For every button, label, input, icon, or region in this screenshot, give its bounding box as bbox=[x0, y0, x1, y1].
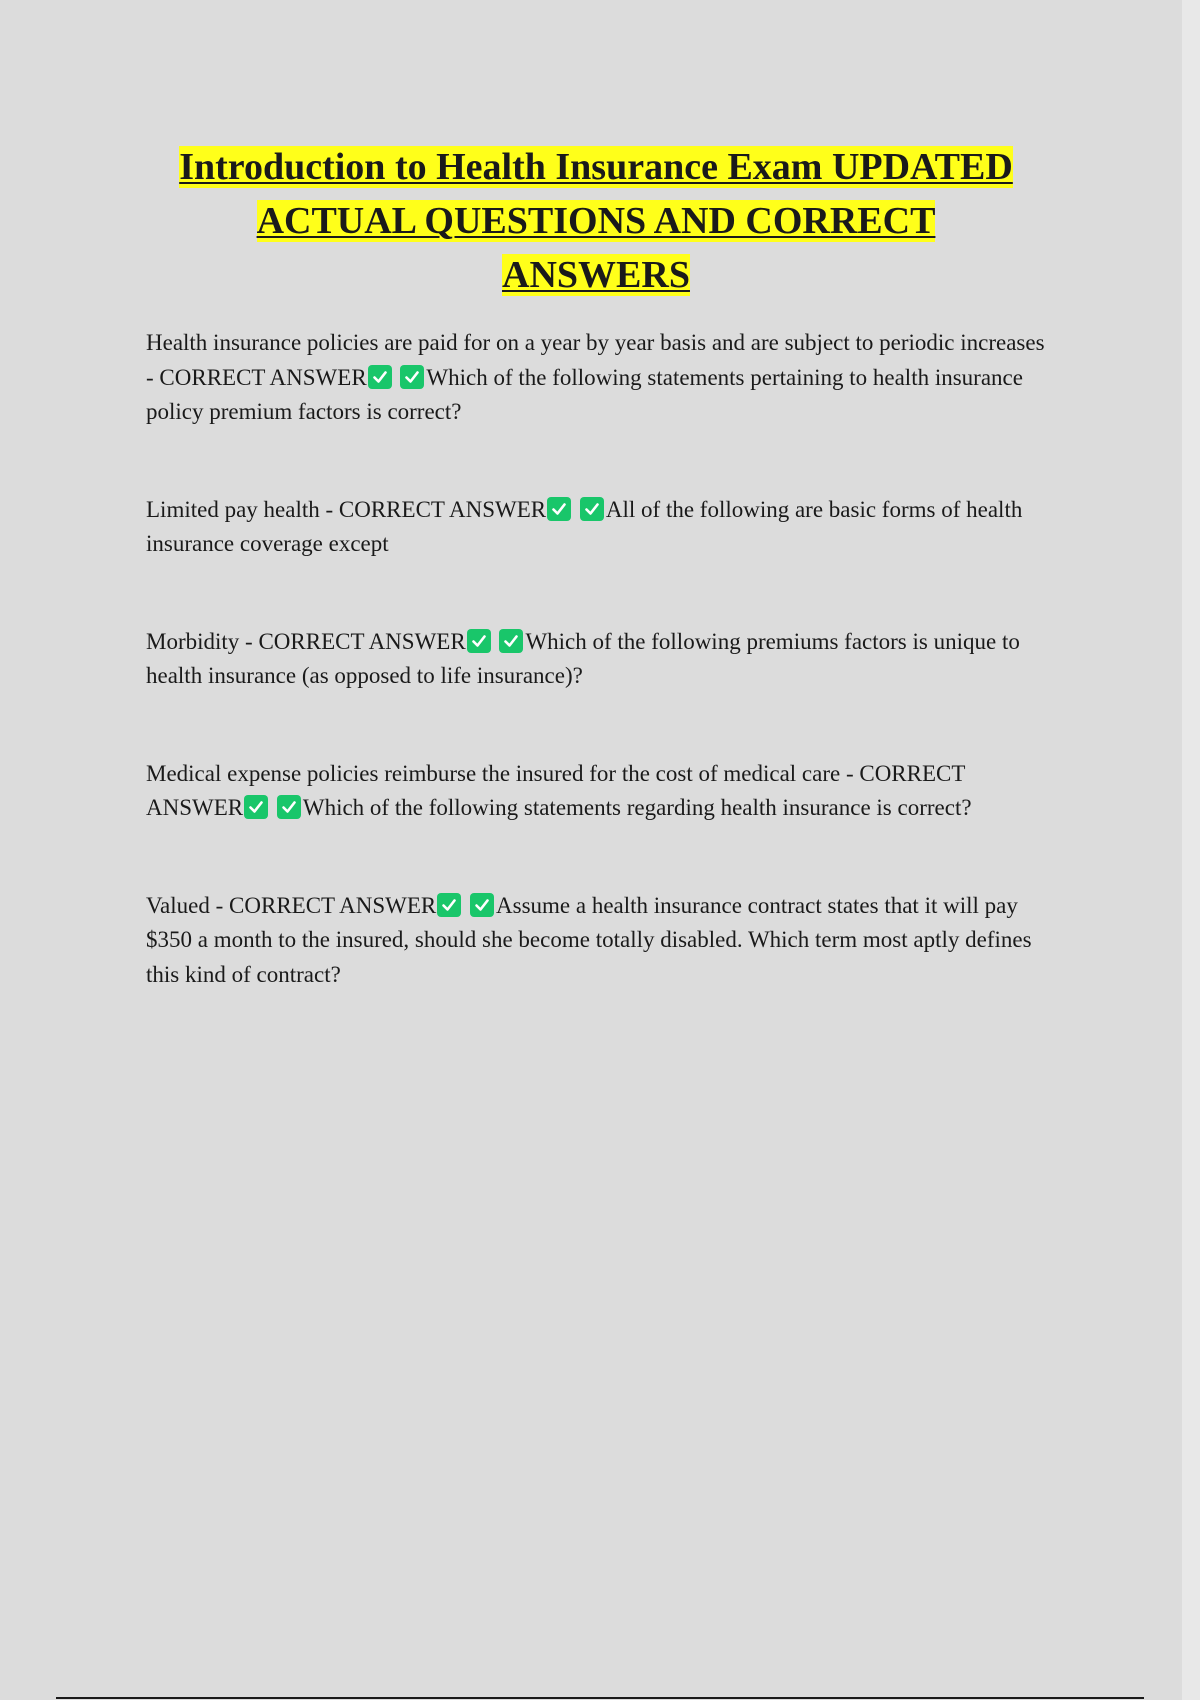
title-line: ACTUAL QUESTIONS AND CORRECT bbox=[256, 200, 936, 242]
check-mark-icon bbox=[547, 497, 571, 521]
qa-item bbox=[146, 326, 1046, 430]
qa-question: Which of the following statements regarding health insurance is correct? bbox=[302, 795, 972, 820]
check-mark-icon bbox=[467, 629, 491, 653]
check-mark-icon bbox=[470, 893, 494, 917]
check-mark-icon bbox=[499, 629, 523, 653]
check-mark-icon bbox=[368, 365, 392, 389]
document-page bbox=[146, 140, 1046, 992]
qa-item bbox=[146, 889, 1046, 993]
qa-item bbox=[146, 493, 1046, 562]
title-line: Introduction to Health Insurance Exam UPDATED bbox=[179, 146, 1013, 188]
title-line: ANSWERS bbox=[502, 254, 690, 296]
qa-answer: Medical expense policies reimburse the insured for the cost of medical care - CORRECT ANSWER bbox=[146, 760, 966, 820]
qa-question: Which of the following statements pertaining to health insurance policy premium factors is correct? bbox=[146, 364, 1023, 424]
qa-answer: Limited pay health - CORRECT ANSWER bbox=[146, 496, 547, 522]
check-mark-icon bbox=[244, 795, 268, 819]
check-mark-icon bbox=[437, 893, 461, 917]
qa-question: All of the following are basic forms of health insurance coverage except bbox=[146, 496, 1023, 556]
qa-question: Which of the following premiums factors is unique to health insurance (as opposed to life insurance)? bbox=[146, 628, 1020, 688]
qa-answer: Morbidity - CORRECT ANSWER bbox=[146, 628, 466, 654]
check-mark-icon bbox=[277, 795, 301, 819]
qa-item bbox=[146, 757, 1046, 826]
qa-item bbox=[146, 625, 1046, 694]
check-mark-icon bbox=[400, 365, 424, 389]
qa-answer: Health insurance policies are paid for on a year by year basis and are subject to periodic increases - CORRECT ANSWER bbox=[146, 330, 1045, 390]
document-title bbox=[146, 140, 1046, 302]
footer-divider bbox=[56, 1697, 1144, 1699]
qa-answer: Valued - CORRECT ANSWER bbox=[146, 892, 437, 918]
page-gutter bbox=[1182, 0, 1200, 1700]
qa-question: Assume a health insurance contract states that it will pay $350 a month to the insured, should she become totally disabled. Which term most aptly defines this kind of contract? bbox=[146, 892, 1032, 987]
check-mark-icon bbox=[580, 497, 604, 521]
